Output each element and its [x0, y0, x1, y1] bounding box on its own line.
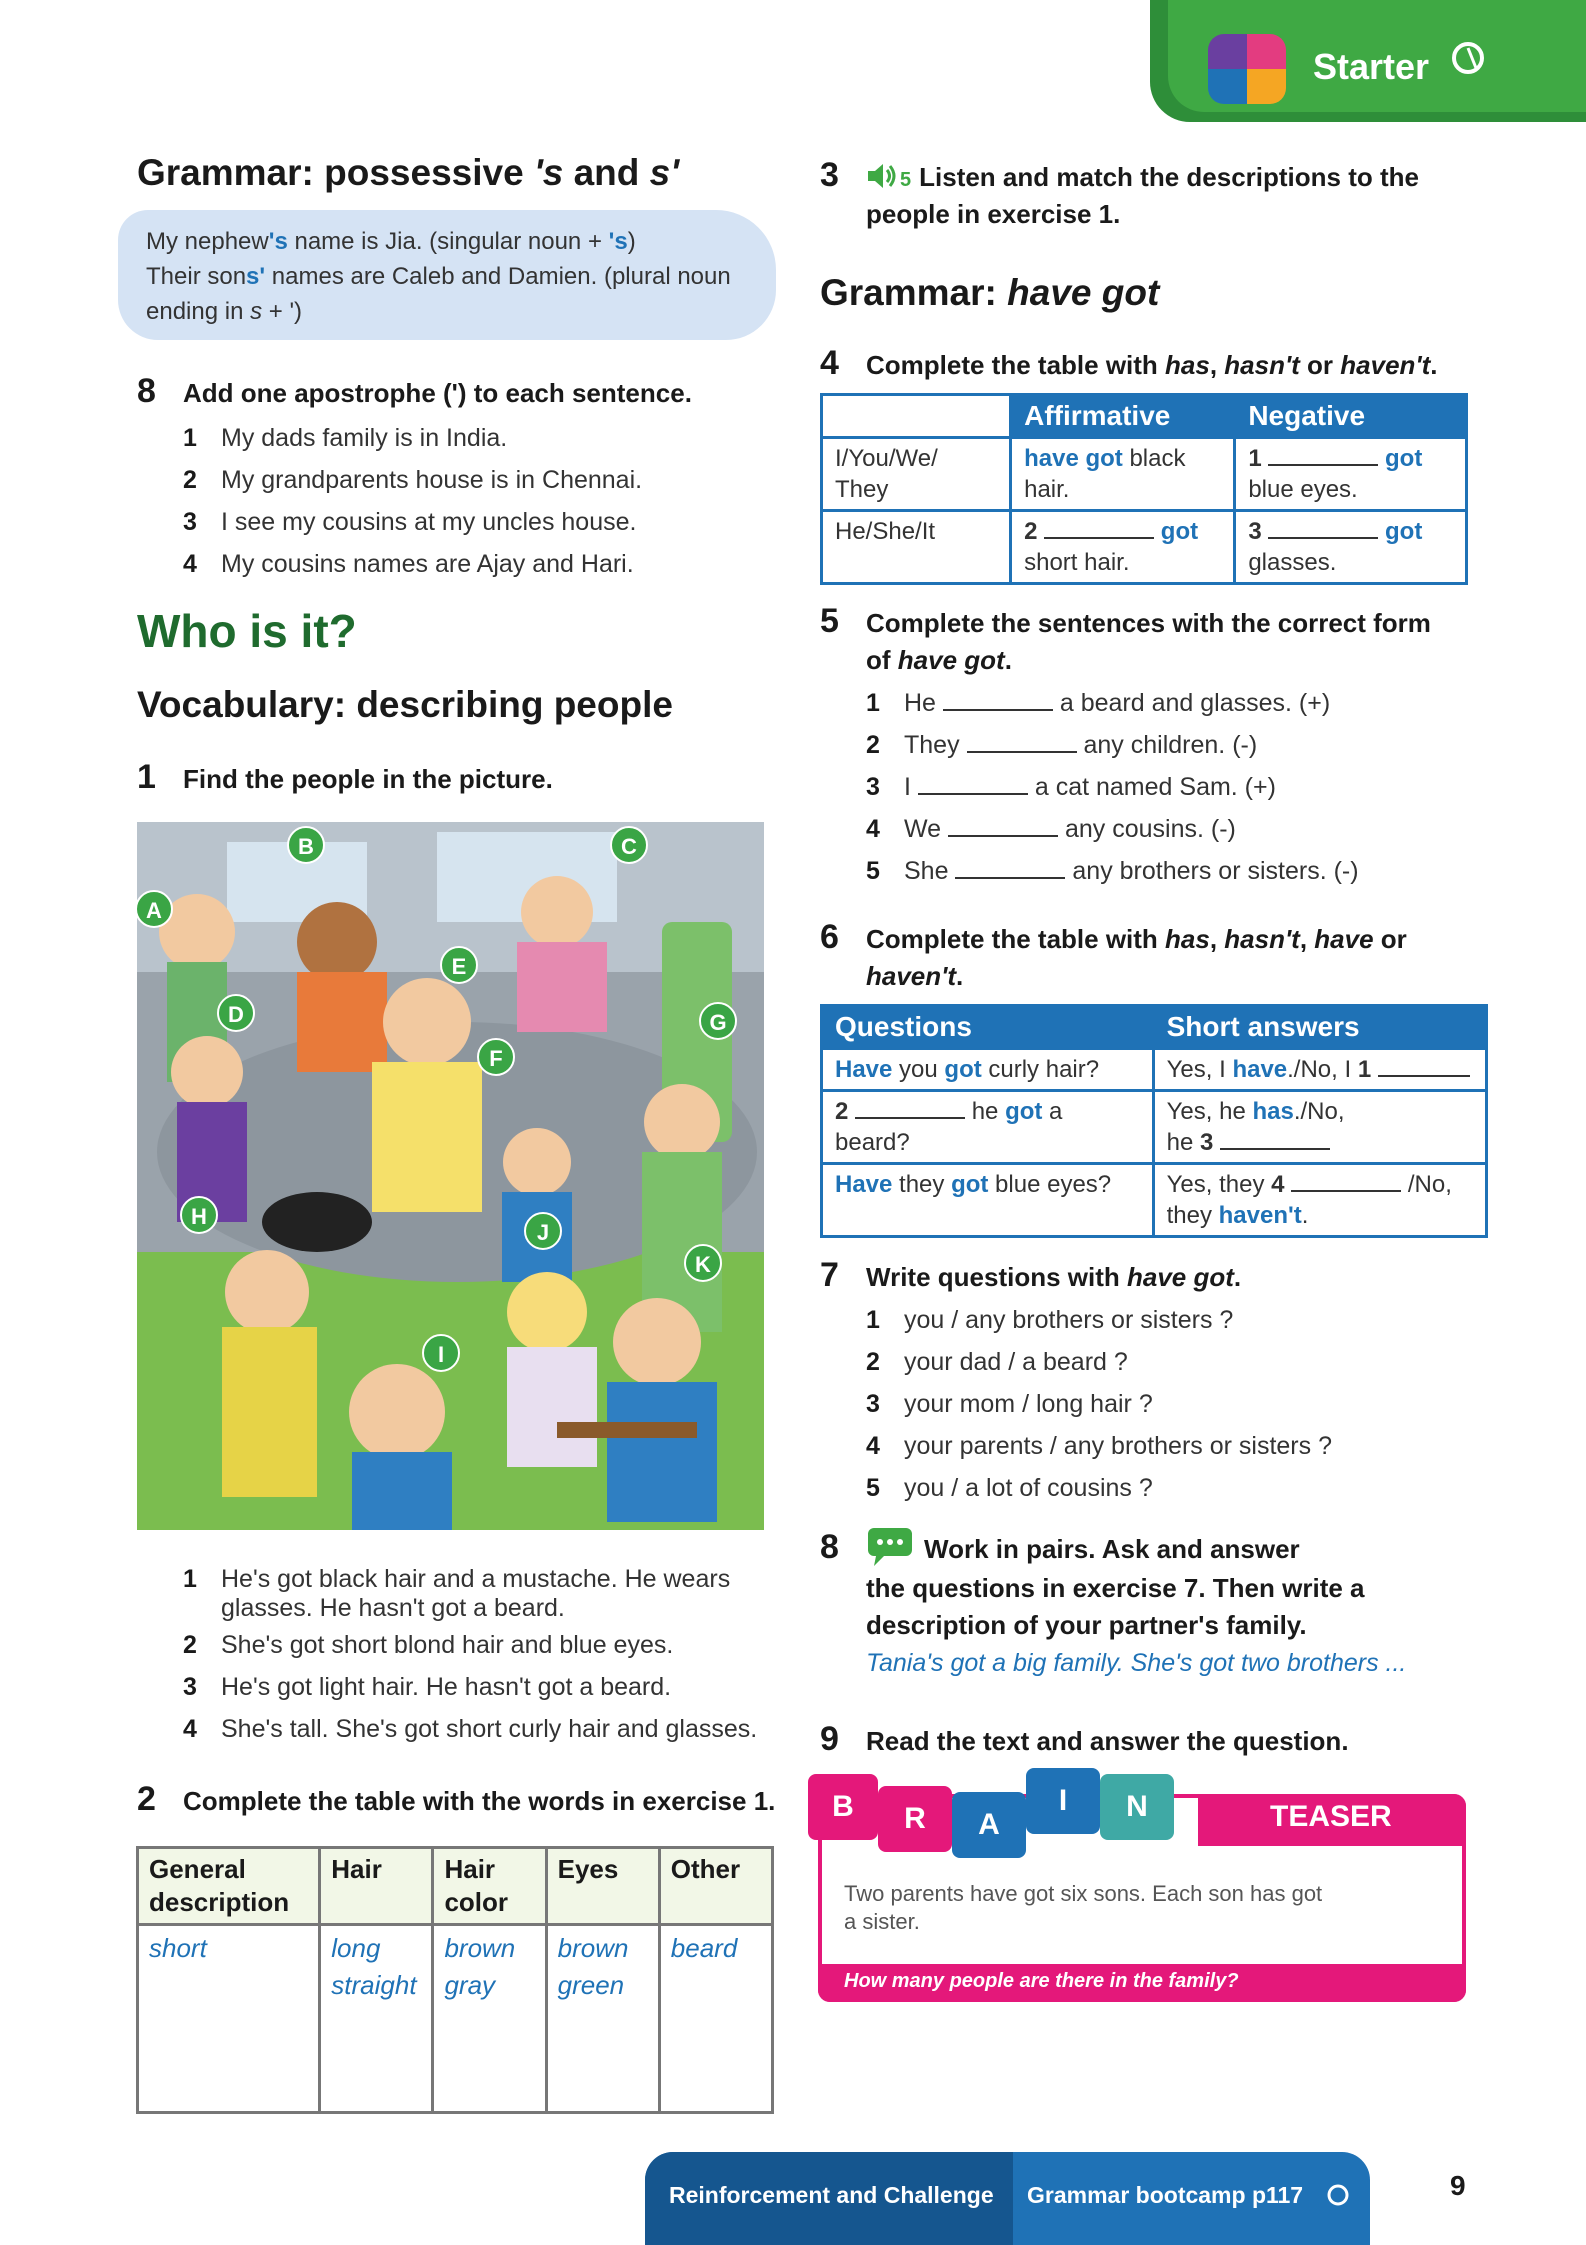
list-item: 3 I a cat named Sam. (+) — [866, 773, 1276, 801]
answer-blank[interactable] — [1268, 446, 1378, 466]
exercise-3-listen — [820, 156, 1480, 230]
exercise-title-cont: description of your partner's family. — [866, 1610, 1307, 1640]
exercise-title: Add one apostrophe (') to each sentence. — [183, 378, 692, 408]
table-cell: Yes, I have./No, I 1 — [1153, 1049, 1486, 1091]
table-cell: short — [138, 1925, 320, 2113]
table-header: Short answers — [1153, 1006, 1486, 1049]
grammar-heading-have-got: Grammar: have got — [820, 272, 1160, 313]
picture-pin-e: E — [440, 946, 478, 984]
exercise-title: Listen and match the descriptions to the — [919, 162, 1419, 192]
list-item: 2 your dad / a beard ? — [866, 1348, 1128, 1376]
exercise-number: 4 — [820, 344, 839, 382]
picture-pin-d: D — [217, 994, 255, 1032]
grammar-example-line: Their sons' names are Caleb and Damien. (plural noun — [146, 263, 731, 290]
table-cell: long straight — [320, 1925, 433, 2113]
exercise-number: 7 — [820, 1256, 839, 1294]
table-header: Hair color — [433, 1848, 546, 1925]
table-cell: 1 got blue eyes. — [1235, 438, 1467, 511]
answer-blank[interactable] — [948, 817, 1058, 837]
list-item: 2 She's got short blond hair and blue eyes. — [183, 1631, 674, 1659]
list-item: 1 you / any brothers or sisters ? — [866, 1306, 1234, 1334]
puzzle-piece: R — [878, 1786, 952, 1852]
exercise-8-apostrophe — [137, 372, 692, 585]
list-item: 3 your mom / long hair ? — [866, 1390, 1153, 1418]
table-header: Questions — [822, 1006, 1154, 1049]
grammar-example-line: ending in s + ') — [146, 298, 303, 325]
exercise-5 — [820, 602, 1431, 892]
list-item: 1 He a beard and glasses. (+) — [866, 689, 1331, 717]
vocabulary-heading: Vocabulary: describing people — [137, 684, 673, 725]
answer-blank[interactable] — [918, 775, 1028, 795]
puzzle-piece: I — [1026, 1768, 1100, 1834]
exercise-1-find — [137, 758, 553, 797]
teaser-label: TEASER — [1270, 1800, 1392, 1833]
list-item: 4 She's tall. She's got short curly hair and glasses. — [183, 1715, 758, 1743]
list-item: 4 your parents / any brothers or sisters ? — [866, 1432, 1332, 1460]
exercise-title: Complete the sentences with the correct form — [866, 608, 1431, 638]
exercise-title: Read the text and answer the question. — [866, 1726, 1349, 1756]
exercise-number: 1 — [137, 758, 156, 796]
table-header: Hair — [320, 1848, 433, 1925]
answer-blank[interactable] — [1044, 519, 1154, 539]
list-item: 1 My dads family is in India. — [183, 424, 508, 452]
exercise-4-title: 4 Complete the table with has, hasn't or haven't. — [820, 344, 1438, 382]
table-header: Eyes — [546, 1848, 659, 1925]
exercise-1-descriptions — [183, 1558, 757, 1750]
picture-pin-f: F — [477, 1038, 515, 1076]
table-cell: He/She/It — [822, 511, 1011, 584]
table-cell: 3 got glasses. — [1235, 511, 1467, 584]
table-cell: Yes, they 4 /No, they haven't. — [1153, 1164, 1486, 1237]
unit-cube-icon — [1208, 34, 1286, 104]
describing-people-table — [136, 1846, 774, 2114]
exercise-9 — [820, 1720, 1349, 1759]
puzzle-piece: N — [1100, 1774, 1174, 1840]
park-scene-image — [137, 822, 764, 1530]
park-illustration — [137, 822, 764, 1530]
table-cell: brown gray — [433, 1925, 546, 2113]
exercise-number: 2 — [137, 1780, 156, 1818]
page-number: 9 — [1450, 2170, 1466, 2201]
exercise-number: 9 — [820, 1720, 839, 1758]
exercise-7: 7 Write questions with have got. 1 you / any brothers or sisters ? 2 your dad / a beard ? 3 your mom / long hair ? 4 your parents / any brothers or sisters ? 5 you / a lot of cousins ? — [820, 1256, 1332, 1509]
teaser-question: How many people are there in the family? — [844, 1970, 1239, 1992]
table-header: General description — [138, 1848, 320, 1925]
list-item: 1 He's got black hair and a mustache. He wears — [183, 1565, 731, 1593]
table-header: Affirmative — [1011, 395, 1235, 438]
puzzle-piece: B — [808, 1774, 878, 1840]
exercise-number: 6 — [820, 918, 839, 956]
table-cell: have got black hair. — [1011, 438, 1235, 511]
questions-answers-table — [820, 1004, 1488, 1238]
grammar-example-box — [118, 210, 776, 340]
table-header: Other — [659, 1848, 772, 1925]
exercise-number: 8 — [137, 372, 156, 410]
exercise-6-title: 6 Complete the table with has, hasn't, have or haven't. — [820, 918, 1407, 991]
picture-pin-h: H — [180, 1196, 218, 1234]
table-cell: I/You/We/ They — [822, 438, 1011, 511]
grammar-heading-possessive: Grammar: possessive 's and s' — [137, 152, 680, 193]
exercise-title-cont: the questions in exercise 7. Then write a — [866, 1573, 1365, 1603]
brain-teaser-box — [818, 1762, 1466, 2002]
list-item: 2 My grandparents house is in Chennai. — [183, 466, 643, 494]
list-item: 4 We any cousins. (-) — [866, 815, 1236, 843]
example-answer: Tania's got a big family. She's got two brothers ... — [866, 1649, 1407, 1677]
picture-pin-j: J — [524, 1212, 562, 1250]
table-cell: 2 he got a beard? — [822, 1091, 1154, 1164]
table-header — [822, 395, 1011, 438]
answer-blank[interactable] — [1291, 1172, 1401, 1192]
list-item: 3 I see my cousins at my uncles house. — [183, 508, 637, 536]
have-got-table — [820, 393, 1468, 585]
picture-pin-i: I — [422, 1334, 460, 1372]
table-cell: brown green — [546, 1925, 659, 2113]
speech-bubble-icon — [866, 1526, 914, 1566]
brain-puzzle-letters — [808, 1762, 1208, 1848]
table-cell: beard — [659, 1925, 772, 2113]
table-header: Negative — [1235, 395, 1467, 438]
picture-pin-b: B — [287, 826, 325, 864]
table-cell: Have they got blue eyes? — [822, 1164, 1154, 1237]
exercise-2-table — [137, 1780, 775, 1819]
list-item: 4 My cousins names are Ajay and Hari. — [183, 550, 634, 578]
picture-pin-c: C — [610, 826, 648, 864]
audio-track-number: 5 — [900, 169, 912, 191]
page-footer — [645, 2152, 1370, 2245]
answer-blank[interactable] — [1378, 1057, 1470, 1077]
puzzle-piece: A — [952, 1792, 1026, 1858]
exercise-number: 3 — [820, 156, 839, 194]
exercise-title: Work in pairs. Ask and answer — [924, 1534, 1300, 1564]
table-cell: 2 got short hair. — [1011, 511, 1235, 584]
exercise-title-cont: people in exercise 1. — [866, 199, 1121, 229]
answer-blank[interactable] — [855, 1099, 965, 1119]
clip-icon — [1325, 2182, 1351, 2208]
exercise-title: Find the people in the picture. — [183, 764, 553, 794]
answer-blank[interactable] — [967, 733, 1077, 753]
exercise-number: 5 — [820, 602, 839, 640]
clip-icon — [1448, 38, 1488, 78]
answer-blank[interactable] — [1268, 519, 1378, 539]
audio-speaker-icon[interactable] — [866, 162, 898, 190]
picture-pin-a: A — [137, 890, 173, 928]
section-title: Who is it? — [137, 605, 357, 657]
table-cell: Yes, he has./No, he 3 — [1153, 1091, 1486, 1164]
teaser-text: Two parents have got six sons. Each son has got a sister. — [844, 1881, 1323, 1934]
exercise-number: 8 — [820, 1528, 839, 1566]
exercise-title-cont: of have got. — [866, 645, 1012, 675]
list-item: glasses. He hasn't got a beard. — [221, 1594, 565, 1622]
picture-pin-k: K — [684, 1244, 722, 1282]
list-item: 3 He's got light hair. He hasn't got a beard. — [183, 1673, 672, 1701]
list-item: 5 She any brothers or sisters. (-) — [866, 857, 1359, 885]
list-item: 5 you / a lot of cousins ? — [866, 1474, 1153, 1502]
list-item: 2 They any children. (-) — [866, 731, 1258, 759]
answer-blank[interactable] — [955, 859, 1065, 879]
footer-link-reinforcement[interactable]: Reinforcement and Challenge — [669, 2182, 994, 2208]
picture-pin-g: G — [699, 1002, 737, 1040]
unit-tab-label: Starter — [1313, 46, 1430, 87]
exercise-title: Complete the table with the words in exercise 1. — [183, 1786, 776, 1816]
grammar-example-line: My nephew's name is Jia. (singular noun + 's) — [146, 228, 636, 255]
answer-blank[interactable] — [1220, 1130, 1330, 1150]
table-cell: Have you got curly hair? — [822, 1049, 1154, 1091]
answer-blank[interactable] — [943, 691, 1053, 711]
unit-tab — [1150, 0, 1586, 122]
exercise-8-pairwork — [820, 1526, 1480, 1678]
footer-link-grammar-bootcamp[interactable]: Grammar bootcamp p117 — [1027, 2182, 1304, 2208]
